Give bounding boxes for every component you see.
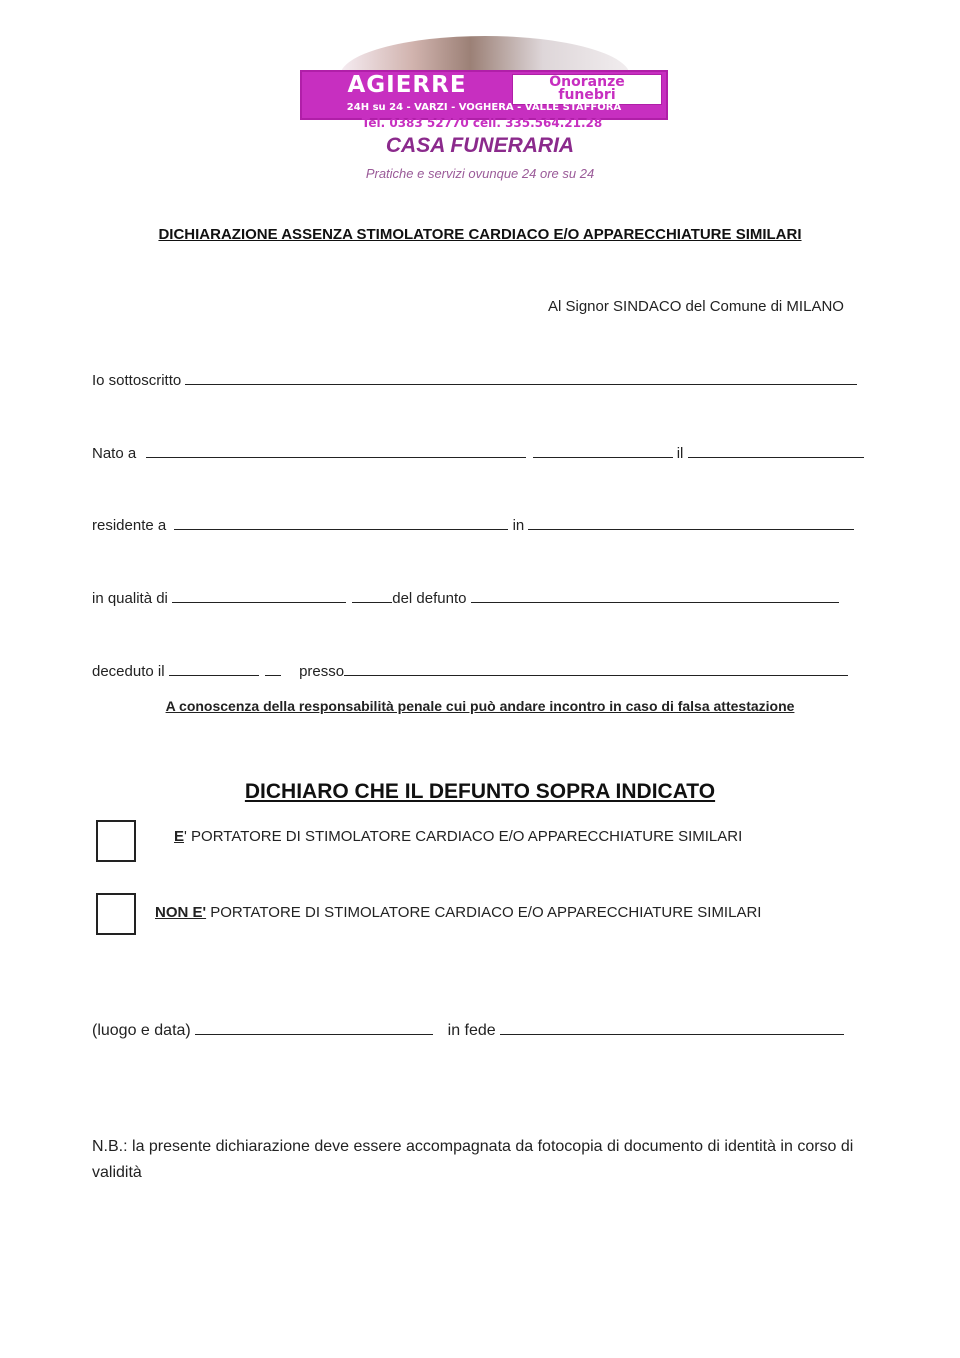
logo-subline: 24H su 24 - VARZI - VOGHERA - VALLE STAFFORA [346,102,622,113]
field-deceduto [92,661,848,680]
note-nb: N.B.: la presente dichiarazione deve essere accompagnata da fotocopia di documento di identità in corso di validità [92,1138,854,1181]
input-line-qualita-extra[interactable] [352,588,392,603]
label-sottoscritto: Io sottoscritto [92,372,182,389]
input-line-ora-decesso[interactable] [265,661,281,676]
input-line-nato-luogo[interactable] [146,443,526,458]
label-il: il [676,445,684,462]
label-nato: Nato a [92,445,137,462]
label-deceduto: deceduto il [92,663,165,680]
input-line-data-nascita[interactable] [688,443,864,458]
option-portatore [174,828,742,845]
input-line-qualita[interactable] [172,588,346,603]
logo-tagline-line1: Onoranze [549,74,625,90]
option-non-portatore [155,904,761,921]
checkbox-non-portatore[interactable] [96,893,136,935]
option-non-portatore-text: PORTATORE DI STIMOLATORE CARDIACO E/O APPARECCHIATURE SIMILARI [206,904,762,921]
input-line-presso[interactable] [344,661,848,676]
input-line-residente[interactable] [174,515,508,530]
label-defunto: del defunto [392,590,467,607]
label-qualita: in qualità di [92,590,168,607]
logo-tagline-line2: funebri [558,87,616,103]
field-firma [92,1020,844,1040]
company-logo [300,36,666,130]
option-non-portatore-keyword: NON E' [155,904,207,921]
label-presso: presso [299,663,345,680]
input-line-firma[interactable] [500,1020,844,1035]
input-line-data-decesso[interactable] [169,661,259,676]
logo-phone: Tel. 0383 52770 cell. 335.564.21.28 [361,116,603,130]
checkbox-portatore[interactable] [96,820,136,862]
label-residente: residente a [92,517,167,534]
document-title: DICHIARAZIONE ASSENZA STIMOLATORE CARDIACO E/O APPARECCHIATURE SIMILARI [158,226,802,243]
casa-funeraria-heading: CASA FUNERARIA [385,134,575,157]
field-qualita [92,588,839,607]
label-in: in [512,517,525,534]
declaration-heading: DICHIARO CHE IL DEFUNTO SOPRA INDICATO [244,780,716,803]
input-line-defunto[interactable] [471,588,839,603]
field-residente [92,515,854,534]
input-line-sottoscritto[interactable] [185,370,857,385]
penal-warning: A conoscenza della responsabilità penale cui può andare incontro in caso di falsa attestazione [165,698,795,714]
input-line-luogo-data[interactable] [195,1020,433,1035]
logo-brand: AGIERRE [347,72,467,98]
input-line-nato-provincia[interactable] [533,443,673,458]
field-sottoscritto [92,370,857,389]
tagline: Pratiche e servizi ovunque 24 ore su 24 [365,166,595,181]
input-line-indirizzo[interactable] [528,515,854,530]
option-portatore-keyword: E [174,828,185,845]
logo-box [300,70,668,120]
addressee: Al Signor SINDACO del Comune di MILANO [548,298,844,315]
option-portatore-text: ' PORTATORE DI STIMOLATORE CARDIACO E/O APPARECCHIATURE SIMILARI [184,828,743,845]
field-nato [92,443,864,462]
label-in-fede: in fede [447,1022,496,1039]
label-luogo-data: (luogo e data) [92,1022,191,1039]
